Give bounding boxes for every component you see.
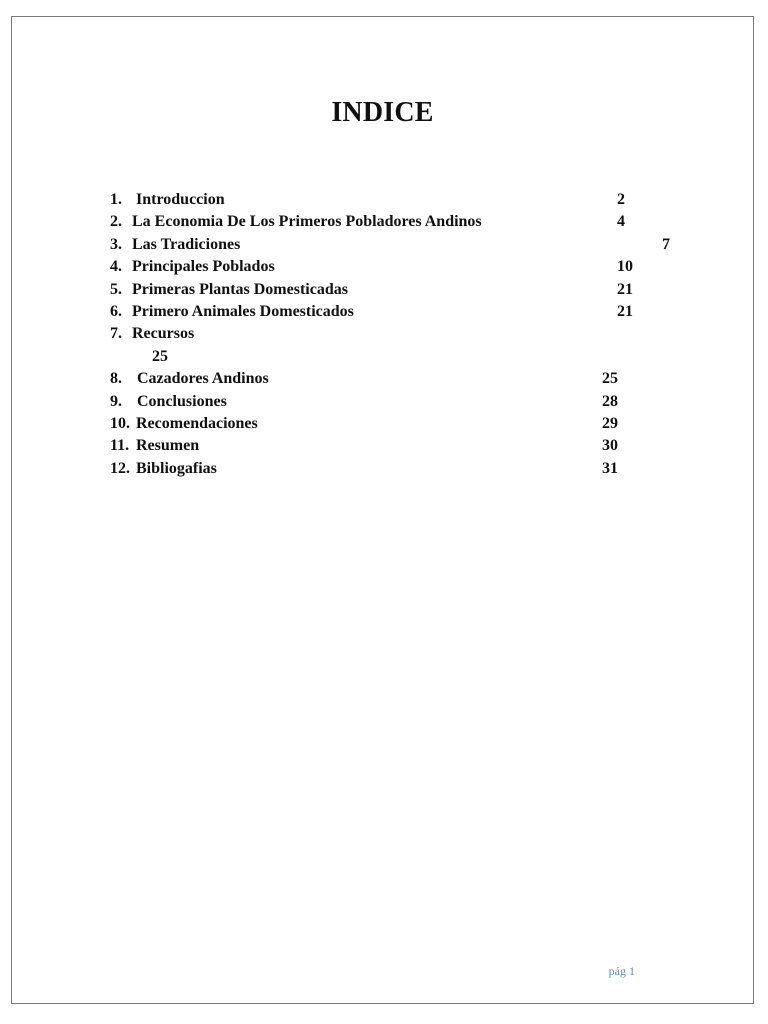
toc-entry-label: Primeras Plantas Domesticadas: [132, 280, 348, 298]
toc-entry-page: 21: [617, 302, 633, 320]
document-page: [11, 16, 754, 1004]
toc-entry-page: 2: [617, 191, 625, 208]
toc-entry-number: 5.: [110, 280, 122, 298]
toc-entry-label: Bibliogafias: [136, 459, 217, 477]
toc-entry: [110, 256, 730, 278]
toc-entry-number: 10.: [110, 414, 130, 432]
toc-entry-label: Cazadores Andinos: [137, 370, 269, 388]
table-of-contents: [110, 189, 730, 480]
toc-entry-page: 4: [617, 213, 625, 231]
toc-entry-label: Recursos: [132, 325, 195, 343]
toc-entry-label: Introduccion: [136, 191, 225, 208]
toc-entry: [110, 323, 730, 345]
toc-entry-number: 2.: [110, 213, 122, 231]
toc-entry-continuation: [110, 346, 730, 368]
toc-entry-number: 7.: [110, 325, 122, 343]
toc-entry: [110, 279, 730, 301]
toc-entry-number: 9.: [110, 392, 122, 410]
toc-entry: [110, 391, 730, 413]
toc-entry-number: 6.: [110, 302, 122, 320]
toc-entry-page: 21: [617, 280, 633, 298]
toc-entry-page: 30: [602, 437, 618, 455]
toc-entry-label: Recomendaciones: [136, 414, 258, 432]
toc-entry-number: 3.: [110, 235, 122, 253]
toc-entry-number: 11.: [110, 437, 130, 455]
toc-entry-page: 28: [602, 392, 618, 410]
toc-entry-page: 29: [602, 414, 618, 432]
toc-entry-number: 4.: [110, 258, 122, 276]
toc-entry: [110, 458, 730, 480]
toc-entry-number: 12.: [110, 459, 130, 477]
toc-entry: [110, 413, 730, 435]
page-title: INDICE: [331, 97, 434, 128]
toc-entry: [110, 368, 730, 390]
toc-entry: [110, 189, 730, 211]
toc-entry-number: 1.: [110, 191, 122, 208]
toc-entry-page: 10: [617, 258, 633, 276]
toc-entry-page: 25: [602, 370, 618, 388]
page-number-footer: pág 1: [608, 964, 635, 978]
toc-entry-page: 25: [152, 347, 168, 365]
toc-entry: [110, 435, 730, 457]
toc-entry-label: Resumen: [136, 437, 200, 455]
toc-entry-number: 8.: [110, 370, 122, 388]
toc-entry-label: Primero Animales Domesticados: [132, 302, 354, 320]
toc-entry: [110, 234, 730, 256]
toc-entry-label: La Economia De Los Primeros Pobladores Andinos: [132, 213, 482, 231]
toc-entry: [110, 211, 730, 233]
toc-entry-label: Las Tradiciones: [132, 235, 241, 253]
toc-entry-label: Principales Poblados: [132, 258, 275, 276]
toc-entry-page: 31: [602, 459, 618, 477]
toc-entry-label: Conclusiones: [137, 392, 227, 410]
toc-entry: [110, 301, 730, 323]
toc-entry-page: 7: [662, 235, 670, 253]
